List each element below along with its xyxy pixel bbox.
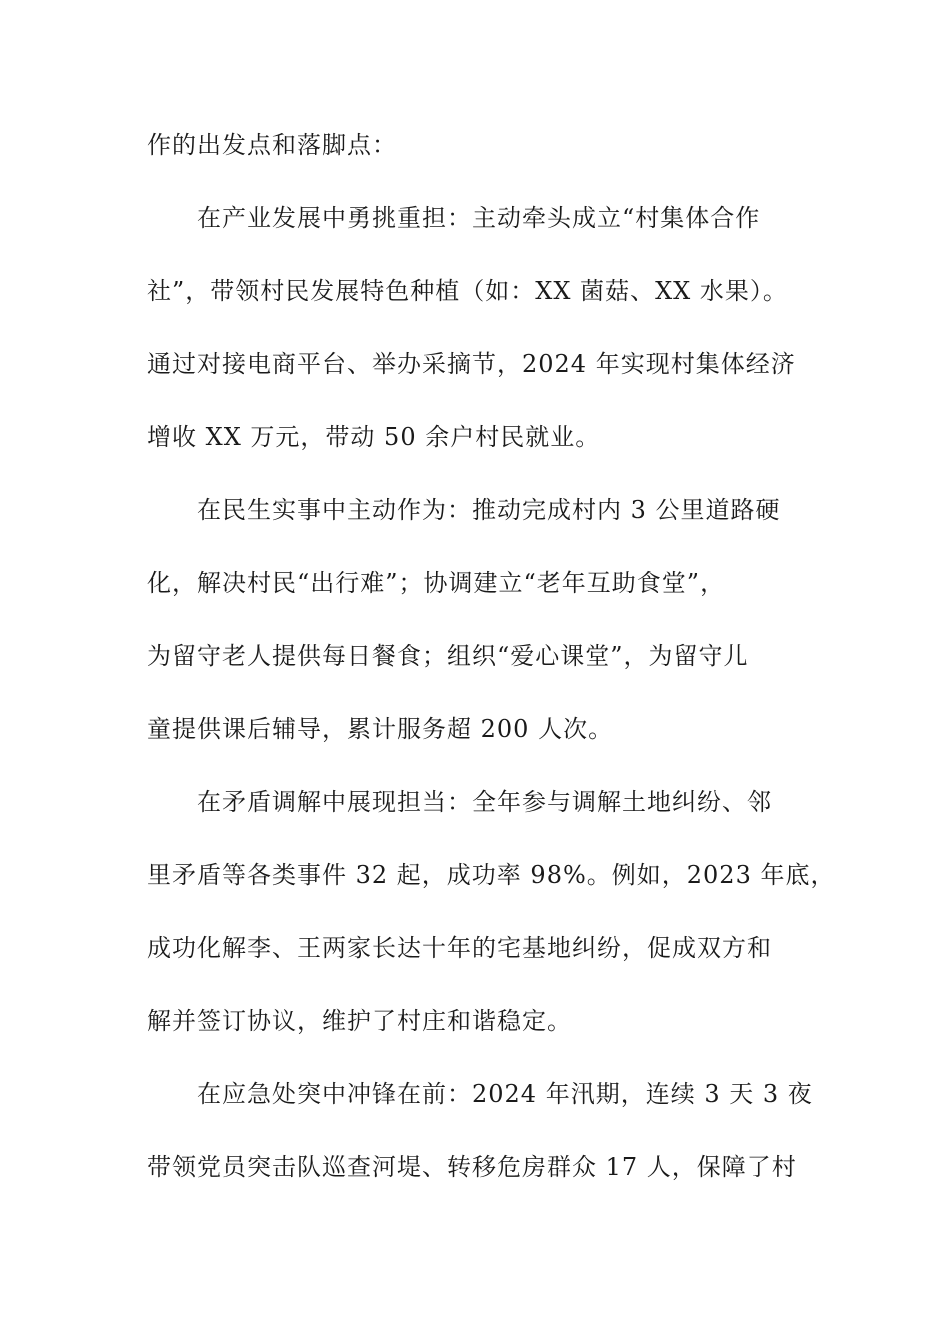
text-line: 解并签订协议，维护了村庄和谐稳定。 — [147, 1007, 572, 1035]
paragraph-start-line: 在民生实事中主动作为：推动完成村内 3 公里道路硬 — [197, 496, 781, 524]
paragraph-start-line: 在应急处突中冲锋在前：2024 年汛期，连续 3 天 3 夜 — [197, 1080, 813, 1108]
text-line: 带领党员突击队巡查河堤、转移危房群众 17 人，保障了村 — [147, 1153, 797, 1181]
text-line: 里矛盾等各类事件 32 起，成功率 98%。例如，2023 年底， — [147, 861, 836, 889]
text-line: 通过对接电商平台、举办采摘节，2024 年实现村集体经济 — [147, 350, 796, 378]
text-line: 作的出发点和落脚点： — [147, 131, 397, 159]
text-line: 社”，带领村民发展特色种植（如：XX 菌菇、XX 水果）。 — [147, 277, 788, 305]
paragraph-start-line: 在矛盾调解中展现担当：全年参与调解土地纠纷、邻 — [197, 788, 772, 816]
text-line: 童提供课后辅导，累计服务超 200 人次。 — [147, 715, 614, 743]
text-line: 增收 XX 万元，带动 50 余户村民就业。 — [147, 423, 601, 451]
text-line: 化，解决村民“出行难”；协调建立“老年互助食堂”， — [147, 569, 726, 597]
text-line: 为留守老人提供每日餐食；组织“爱心课堂”，为留守儿 — [147, 642, 749, 670]
paragraph-start-line: 在产业发展中勇挑重担：主动牵头成立“村集体合作 — [197, 204, 761, 232]
text-line: 成功化解李、王两家长达十年的宅基地纠纷，促成双方和 — [147, 934, 772, 962]
